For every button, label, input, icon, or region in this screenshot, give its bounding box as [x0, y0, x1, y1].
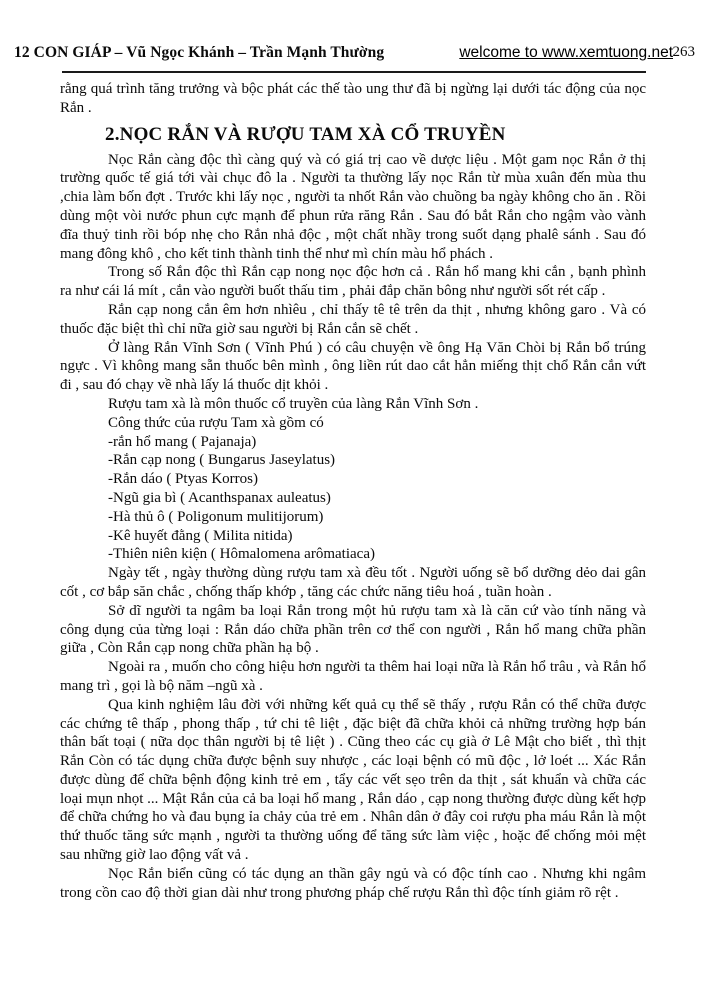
body-paragraph: Trong số Rắn độc thì Rắn cạp nong nọc độc hơn cả . Rắn hổ mang khi cắn , bạnh phình ra như cái lá mít , cắn vào người buốt thấu tim , phải đắp chăn bông như người sốt rét cấp . [60, 264, 646, 300]
continuation-paragraph: rằng quá trình tăng trưởng và bộc phát các thế tào ung thư đã bị ngừng lại dưới tác động của nọc Rắn . [60, 81, 646, 116]
section-heading: 2.NỌC RẮN VÀ RƯỢU TAM XÀ CỔ TRUYỀN [105, 123, 506, 145]
ingredient-item: -Kê huyết đằng ( Milita nitida) [108, 527, 293, 544]
ingredient-item: -Ngũ gia bì ( Acanthspanax auleatus) [108, 489, 331, 506]
recipe-intro-paragraph: Công thức của rượu Tam xà gồm có [108, 414, 324, 431]
body-paragraph: Rắn cạp nong cắn êm hơn nhìêu , chỉ thấy tê tê trên da thịt , nhưng không garo . Và có thuốc đặc biệt thì chỉ nữa giờ sau người bị Rắn cắn sẽ chết . [60, 301, 646, 337]
body-paragraph: Sở dĩ người ta ngâm ba loại Rắn trong một hủ rượu tam xà là căn cứ vào tính năng và công dụng của từng loại : Rắn dáo chữa phần trên cơ thể con người , Rắn hổ mang chữa phần giữa , Còn Rắn cạp nong chữa phần hạ bộ . [60, 602, 646, 657]
header-rule [62, 71, 646, 73]
ingredient-item: -Rắn cạp nong ( Bungarus Jaseylatus) [108, 452, 336, 469]
site-link[interactable]: welcome to www.xemtuong.net [459, 44, 673, 61]
page-number: 263 [672, 44, 695, 60]
body-paragraph: Ở làng Rắn Vĩnh Sơn ( Vĩnh Phú ) có câu chuyện về ông Hạ Văn Chòi bị Rắn bổ trúng ngực . Vì không mang sẵn thuốc bên mình , ông liền rút dao cắt hẳn miếng thịt chổ Rắn cắn vứt đi , sau đó chạy về nhà lấy lá thuốc dịt khỏi . [60, 339, 646, 394]
body-paragraph: Nọc Rắn càng độc thì càng quý và có giá trị cao về dược liệu . Một gam nọc Rắn ở thị trường quốc tế giá tới vài chục đô la . Người ta thường lấy nọc Rắn từ mùa xuân đến mùa thu ,chia làm bốn đợt . Trước khi lấy nọc , người ta nhốt Rắn vào chuồng ba ngày không cho ăn . Rồi dùng một vòi nước phun cực mạnh để phun rửa răng Rắn . Sau đó bắt Rắn cho ngậm vào vành đĩa thuỷ tinh rồi bóp nhẹ cho Rắn nhả độc , một chất nhầy trong suốt dạng phalê sánh . Sau đó mang đông khô , cho kết tinh thành tinh thể như mì chín màu hổ phách . [60, 151, 646, 262]
body-paragraph: Rượu tam xà là môn thuốc cổ truyền của làng Rắn Vĩnh Sơn . [108, 395, 479, 412]
ingredient-list [60, 433, 646, 565]
book-title: 12 CON GIÁP – Vũ Ngọc Khánh – Trần Mạnh Thường [14, 44, 385, 61]
body-paragraph: Qua kinh nghiệm lâu đời với những kết quả cụ thể sẽ thấy , rượu Rắn có thể chữa được các chứng tê thấp , phong thấp , tứ chi tê liệt , đặc biệt đã chữa khỏi cả những trường hợp bán thân bất toại ( nữa dọc thân người bị tê liệt ) . Cũng theo các cụ già ở Lê Mật cho biết , thì thịt Rắn Còn có tác dụng chữa được bệnh suy nhược , các loại bệnh có mũ độc , lở loét ... Xác Rắn được dùng để chữa bệnh động kinh trẻ em , tẩy các vết sẹo trên da thịt , sát khuẩn và chữa các loại mụn nhọt ... Mật Rắn của cả ba loại hổ mang , Rắn dáo , cạp nong thường được dùng kết hợp để chữa chứng ho và đau bụng ỉa chảy của trẻ em . Nhân dân ở đây coi rượu pha máu Rắn là một thứ thuốc tăng sức mạnh , người ta thường uống để tăng sức làm việc , hoặc để chống mỏi mệt sau những giờ lao động vất vả . [60, 696, 646, 864]
body-paragraph: Nọc Rắn biển cũng có tác dụng an thần gây ngủ và có độc tính cao . Nhưng khi ngâm trong cồn cao độ thời gian dài như trong phương pháp chế rượu Rắn thì độc tính giảm rõ rệt . [60, 865, 646, 901]
page-header [0, 43, 702, 67]
page-body [60, 80, 646, 902]
body-paragraph: Ngày tết , ngày thường dùng rượu tam xà đều tốt . Người uống sẽ bổ dưỡng dẻo dai gân cốt , cơ bắp săn chắc , chống thấp khớp , tăng các chức năng tiêu hoá , tuần hoàn . [60, 565, 646, 600]
ingredient-item: -Thiên niên kiện ( Hômalomena arômatiaca) [108, 546, 375, 563]
body-paragraph: Ngoài ra , muốn cho công hiệu hơn người ta thêm hai loại nữa là Rắn hổ trâu , và Rắn hổ mang trì , gọi là bộ năm –ngũ xà . [60, 659, 646, 694]
ingredient-item: -rắn hổ mang ( Pajanaja) [108, 433, 257, 450]
ingredient-item: -Rắn dáo ( Ptyas Korros) [108, 471, 258, 488]
ingredient-item: -Hà thủ ô ( Poligonum mulitijorum) [108, 508, 324, 525]
